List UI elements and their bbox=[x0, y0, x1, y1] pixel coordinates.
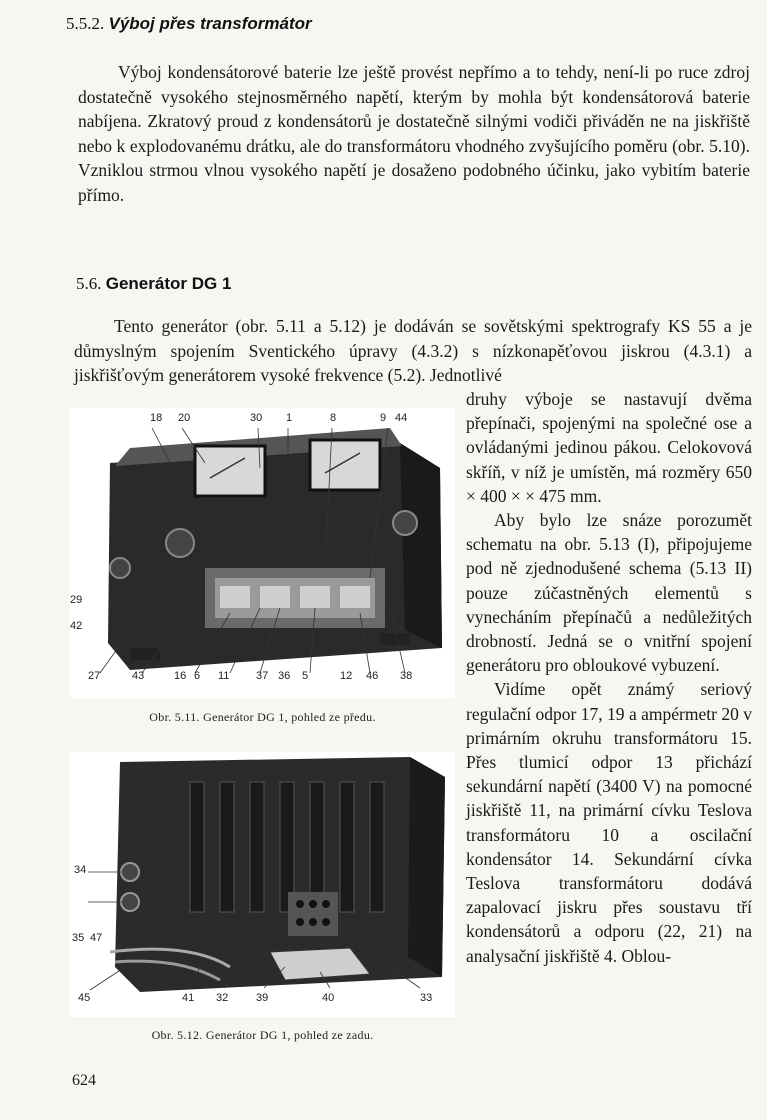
figure-label: 8 bbox=[330, 412, 337, 424]
section-title: Generátor DG 1 bbox=[105, 274, 232, 293]
figure-label: 36 bbox=[278, 670, 291, 682]
figure-label: 6 bbox=[194, 670, 201, 682]
figure-label: 5 bbox=[302, 670, 309, 682]
figure-label: 41 bbox=[182, 992, 195, 1004]
figure-label: 38 bbox=[400, 670, 413, 682]
figure-label: 39 bbox=[256, 992, 269, 1004]
paragraph: Tento generátor (obr. 5.11 a 5.12) je dodáván se sovětskými spektrografy KS 55 a je důmyslným spojením Sventického úpravy (4.3.2) s nízkonapěťovou jiskrou (4.3.1) a jiskřišťovým generátorem vysoké frekvence (5.2). Jednotlivé bbox=[74, 316, 752, 386]
figure-label: 37 bbox=[256, 670, 269, 682]
figure-label: 40 bbox=[322, 992, 335, 1004]
figure-label: 18 bbox=[150, 412, 163, 424]
figure-label: 30 bbox=[250, 412, 263, 424]
generator-back-image bbox=[70, 752, 455, 1017]
paragraph: Vidíme opět známý seriový regulační odpor 17, 19 a ampérmetr 20 v primárním okruhu transformátoru 15. Přes tlumicí odpor 13 přichází sekundární napětí (3400 V) na pomocné jiskřiště 11, na primární cívku Teslova transformátoru 10 a oscilační kondensátor 14. Sekundární cívka Teslova transformátoru dodává zapalovací jiskru přes soustavu tří kondensátorů a odporu (22, 21) na analysační jiskřiště 4. Oblou- bbox=[466, 679, 752, 966]
page-number: 624 bbox=[72, 1072, 96, 1089]
section-5-6-heading bbox=[76, 274, 231, 294]
figure-label: 1 bbox=[286, 412, 293, 424]
figure-label: 47 bbox=[90, 932, 103, 944]
section-title: Výboj přes transformátor bbox=[108, 14, 312, 33]
paragraph: druhy výboje se nastavují dvěma přepínači, spojenými na společné ose a ovládanými jedinou pákou. Celokovová skříň, v níž je umístěn, má rozměry 650 × 400 × × 475 mm. bbox=[466, 389, 752, 506]
figure-label: 12 bbox=[340, 670, 353, 682]
figure-5-11-photo bbox=[70, 408, 455, 698]
figure-label: 44 bbox=[395, 412, 408, 424]
figure-label: 45 bbox=[78, 992, 91, 1004]
figure-label: 43 bbox=[132, 670, 145, 682]
figure-label: 11 bbox=[218, 670, 230, 682]
figure-label: 20 bbox=[178, 412, 191, 424]
figure-5-12-caption: Obr. 5.12. Generátor DG 1, pohled ze zadu. bbox=[151, 1028, 374, 1042]
figure-label: 33 bbox=[420, 992, 433, 1004]
figure-label: 35 bbox=[72, 932, 85, 944]
section-number: 5.5.2. bbox=[66, 14, 105, 33]
figure-label: 9 bbox=[380, 412, 387, 424]
paragraph: Aby bylo lze snáze porozumět schematu na obr. 5.13 (I), připojujeme pod ně zjednodušené schema (5.13 II) pouze zúčastněných elementů s vynecháním přepínačů a nedůležitých drobností. Jedná se o vnitřní spojení generátoru pro obloukové vybuzení. bbox=[466, 510, 752, 676]
figure-label: 34 bbox=[74, 864, 87, 876]
figure-label: 16 bbox=[174, 670, 187, 682]
figure-label: 29 bbox=[70, 594, 83, 606]
section-5-5-2-body bbox=[78, 60, 750, 208]
section-5-6-column bbox=[466, 387, 752, 968]
figure-label: 32 bbox=[216, 992, 229, 1004]
figure-5-11-caption: Obr. 5.11. Generátor DG 1, pohled ze předu. bbox=[149, 710, 376, 724]
figure-label: 27 bbox=[88, 670, 101, 682]
figure-label: 42 bbox=[70, 620, 83, 632]
section-number: 5.6. bbox=[76, 274, 102, 293]
generator-front-image bbox=[70, 408, 455, 698]
figure-label: 46 bbox=[366, 670, 379, 682]
section-5-6-intro bbox=[74, 314, 752, 388]
figure-5-12-photo bbox=[70, 752, 455, 1017]
section-5-5-2-heading bbox=[66, 14, 312, 34]
paragraph: Výboj kondensátorové baterie lze ještě provést nepřímo a to tehdy, není-li po ruce zdroj dostatečně vysokého stejnosměrného napětí, kterým by mohla být kondensátorová baterie nabíjena. Zkratový proud z kondensátorů je dostatečně silnými vodiči přiváděn ne na jiskřiště nebo k explodovanému drátku, ale do transformátoru vhodného zvyšujícího poměru (obr. 5.10). Vzniklou strmou vlnou vysokého napětí je dosaženo podobného účinku, jako vybitím baterie přímo. bbox=[78, 62, 750, 205]
